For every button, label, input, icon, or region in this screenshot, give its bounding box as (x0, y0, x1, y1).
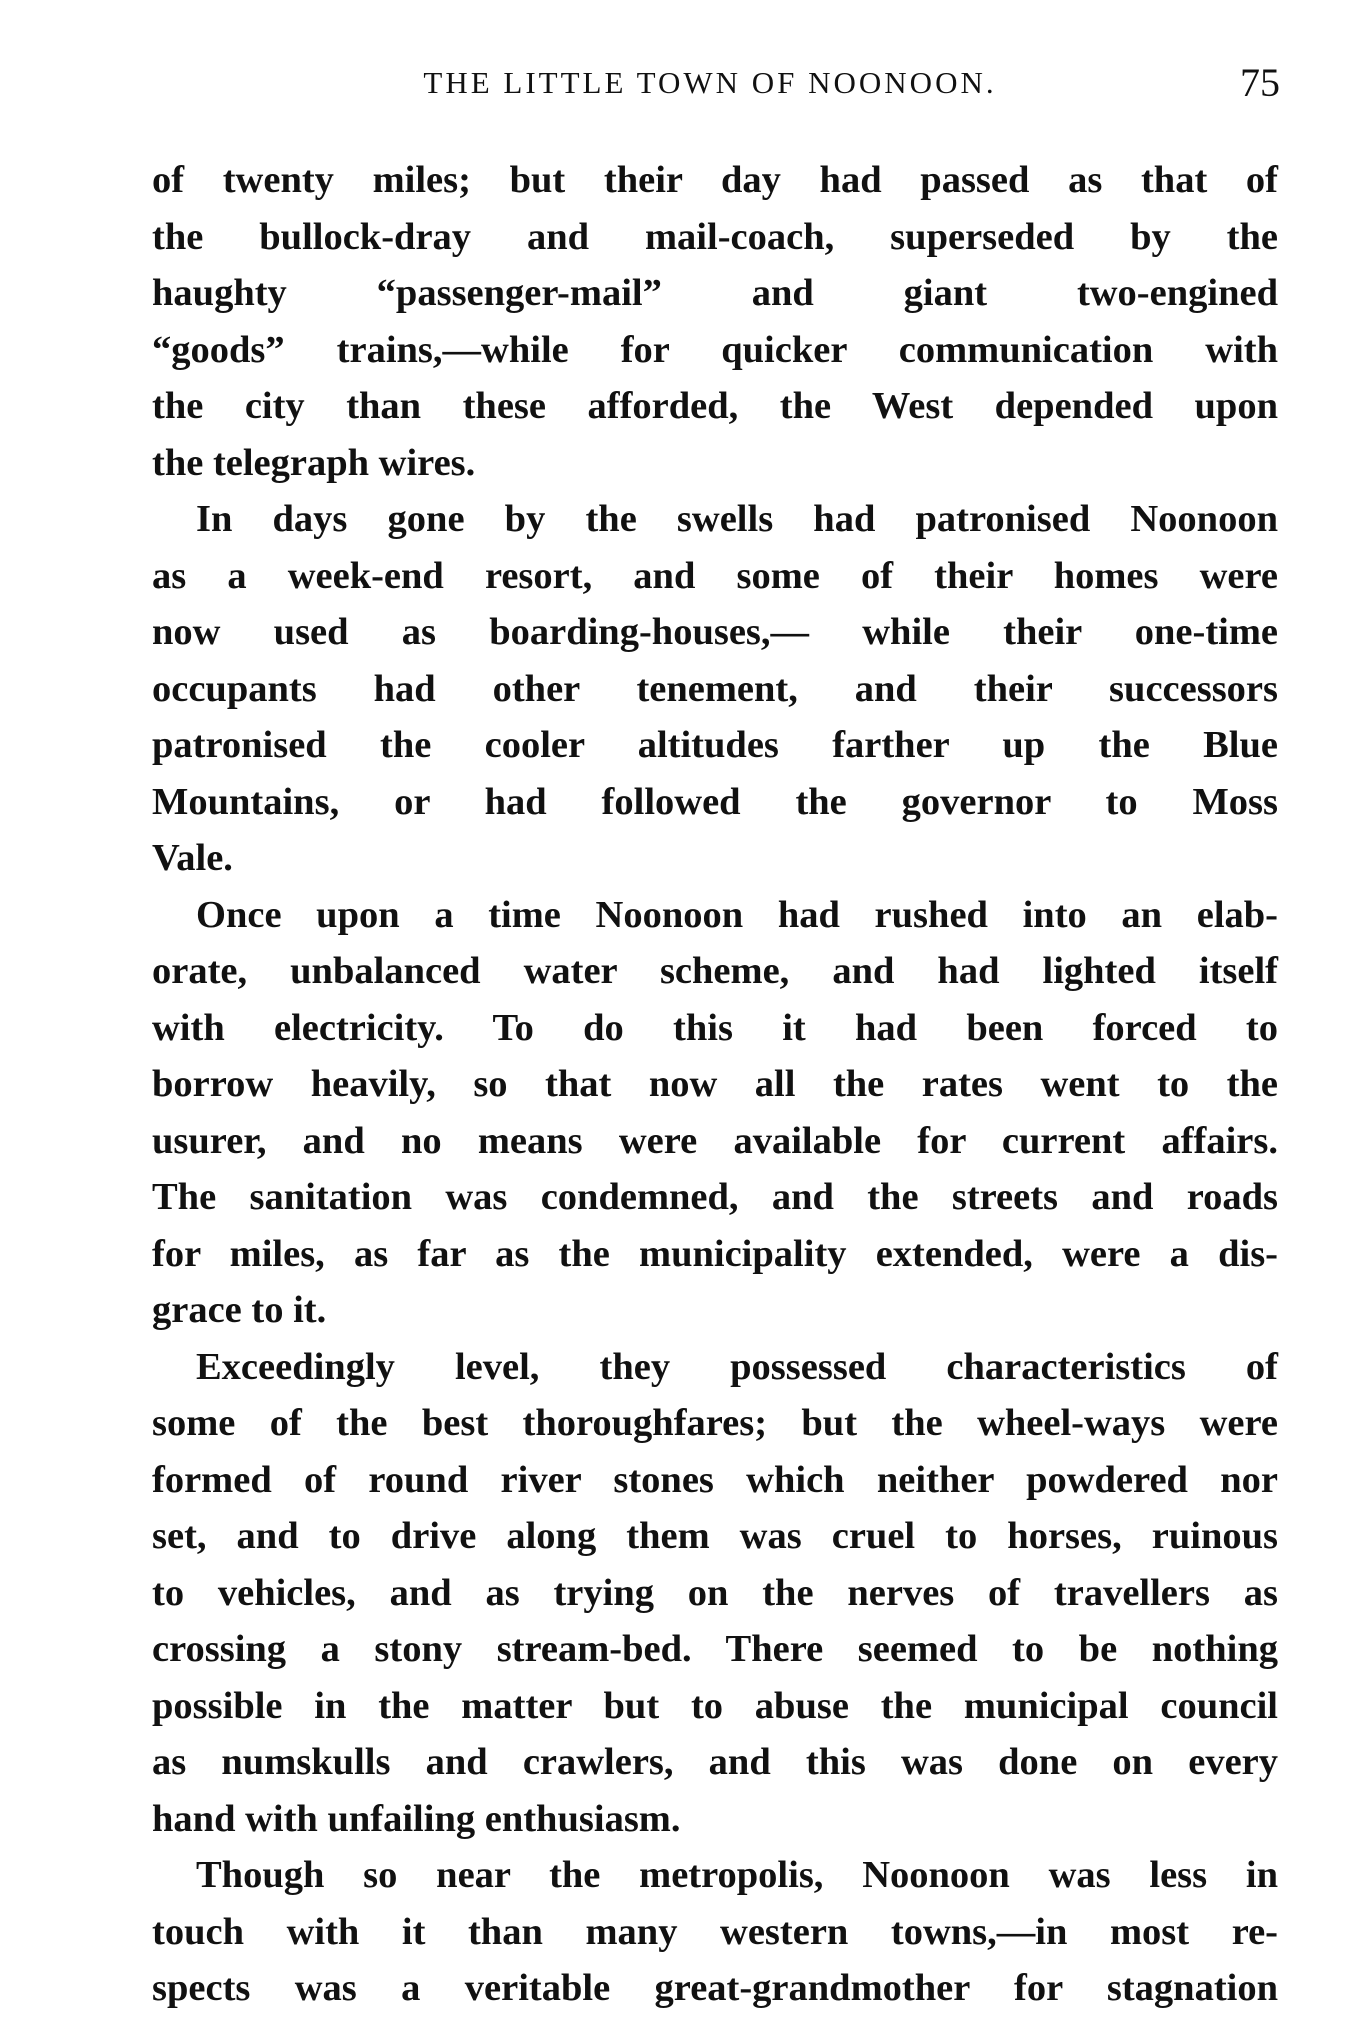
text-line: orate, unbalanced water scheme, and had lighted itself (152, 950, 1278, 992)
text-line: the bullock-dray and mail-coach, superseded by the (152, 215, 1278, 258)
text-line: Vale. (152, 837, 233, 879)
text-line: Though so near the metropolis, Noonoon was less in (196, 1854, 1278, 1896)
text-line: formed of round river stones which neither powdered nor (152, 1458, 1278, 1501)
paragraph (152, 491, 1278, 887)
text-line: Once upon a time Noonoon had rushed into an elab- (196, 893, 1278, 936)
text-line: the telegraph wires. (152, 441, 476, 484)
text-line: now used as boarding-houses,— while their one-time (152, 611, 1278, 653)
text-line: set, and to drive along them was cruel to horses, ruinous (152, 1515, 1278, 1557)
text-line: The sanitation was condemned, and the streets and roads (152, 1176, 1278, 1218)
text-line: In days gone by the swells had patronised Noonoon (196, 498, 1278, 540)
text-line: patronised the cooler altitudes farther up the Blue (152, 724, 1278, 766)
text-line: haughty “passenger-mail” and giant two-engined (152, 272, 1278, 314)
paragraph (152, 1339, 1278, 1848)
text-line: with electricity. To do this it had been forced to (152, 1006, 1278, 1049)
text-line: Exceedingly level, they possessed characteristics of (196, 1345, 1278, 1388)
text-line: occupants had other tenement, and their successors (152, 667, 1278, 710)
text-line: usurer, and no means were available for current affairs. (152, 1119, 1278, 1162)
text-line: some of the best thoroughfares; but the wheel-ways were (152, 1402, 1278, 1444)
body-text (152, 152, 1278, 2017)
text-line: of twenty miles; but their day had passed as that of (152, 159, 1278, 201)
text-line: for miles, as far as the municipality extended, were a dis- (152, 1232, 1278, 1275)
text-line: the city than these afforded, the West depended upon (152, 385, 1278, 427)
text-line: spects was a veritable great-grandmother for stagnation (152, 1967, 1278, 2009)
text-line: Mountains, or had followed the governor to Moss (152, 780, 1278, 823)
text-line: borrow heavily, so that now all the rates went to the (152, 1063, 1278, 1105)
text-line: crossing a stony stream-bed. There seemed to be nothing (152, 1628, 1278, 1670)
text-line: grace to it. (152, 1289, 327, 1331)
text-line: “goods” trains,—while for quicker communication with (152, 328, 1278, 371)
running-title: THE LITTLE TOWN OF NOONOON. (423, 65, 997, 100)
paragraph (152, 1847, 1278, 2017)
page-number: 75 (1240, 60, 1280, 105)
paragraph (152, 887, 1278, 1339)
paragraph (152, 152, 1278, 491)
text-line: touch with it than many western towns,—in most re- (152, 1910, 1278, 1953)
text-line: possible in the matter but to abuse the municipal council (152, 1684, 1278, 1727)
text-line: as a week-end resort, and some of their homes were (152, 554, 1278, 597)
text-line: as numskulls and crawlers, and this was done on every (152, 1741, 1278, 1783)
page-header (150, 56, 1280, 110)
text-line: to vehicles, and as trying on the nerves of travellers as (152, 1571, 1278, 1614)
text-line: hand with unfailing enthusiasm. (152, 1797, 681, 1840)
